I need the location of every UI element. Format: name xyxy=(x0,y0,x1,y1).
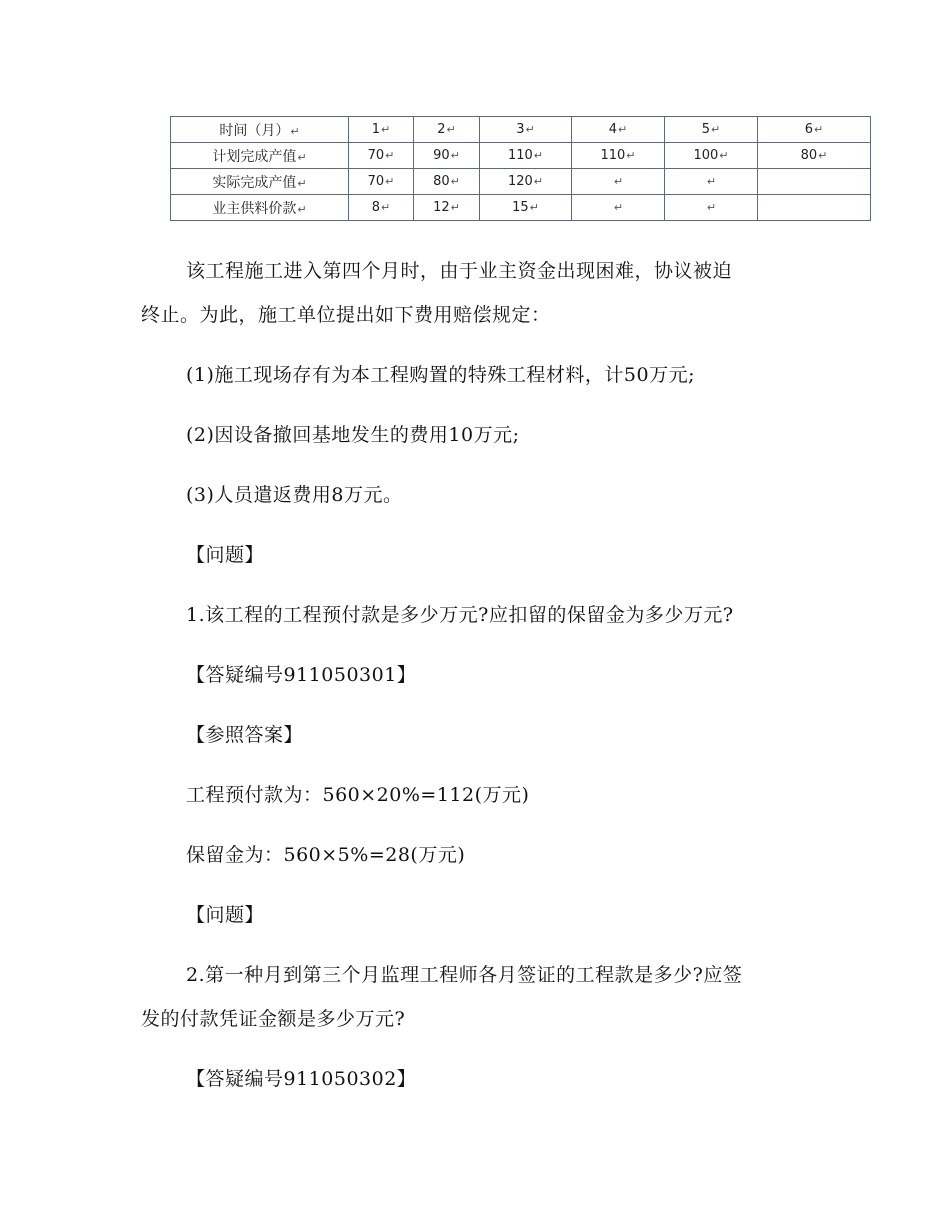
claim-item-3: (3)人员遣返费用8万元。 xyxy=(186,484,403,506)
table-cell xyxy=(758,195,871,221)
question-2-line-2: 发的付款凭证金额是多少万元? xyxy=(141,1008,406,1030)
paragraph-mark-icon: ↵ xyxy=(297,176,307,190)
paragraph-mark-icon: ↵ xyxy=(450,149,460,162)
table-cell-text: 80 xyxy=(800,148,818,163)
paragraph-mark-icon: ↵ xyxy=(706,175,717,188)
claim-item-1: (1)施工现场存有为本工程购置的特殊工程材料，计50万元; xyxy=(186,364,695,386)
table-cell xyxy=(665,195,758,221)
table-cell xyxy=(665,169,758,195)
table-cell-text: 90 xyxy=(433,148,450,163)
paragraph-mark-icon: ↵ xyxy=(618,123,628,136)
table-cell-text: 1 xyxy=(371,122,381,137)
table-cell xyxy=(572,117,665,143)
paragraph-mark-icon: ↵ xyxy=(818,149,828,162)
table-row-label xyxy=(171,195,349,221)
paragraph-mark-icon: ↵ xyxy=(533,175,544,188)
table-cell xyxy=(480,117,572,143)
paragraph-mark-icon: ↵ xyxy=(450,201,460,214)
paragraph-mark-icon: ↵ xyxy=(290,124,300,138)
question-header-2: 【问题】 xyxy=(186,904,265,926)
paragraph-mark-icon: ↵ xyxy=(297,202,307,216)
table-cell xyxy=(349,117,414,143)
paragraph-mark-icon: ↵ xyxy=(525,123,535,136)
paragraph-mark-icon: ↵ xyxy=(533,149,544,162)
table-cell xyxy=(572,169,665,195)
table-cell-text: 计划完成产值 xyxy=(212,148,297,165)
table-cell xyxy=(414,195,480,221)
table-cell-text: 时间（月） xyxy=(219,122,290,139)
qa-number-2: 【答疑编号911050302】 xyxy=(186,1068,417,1090)
table-cell xyxy=(480,169,572,195)
table-cell xyxy=(665,143,758,169)
paragraph-mark-icon: ↵ xyxy=(385,149,395,162)
paragraph-mark-icon: ↵ xyxy=(706,201,717,214)
table-cell xyxy=(480,143,572,169)
table-cell xyxy=(349,169,414,195)
table-row-label xyxy=(171,169,349,195)
table-row-label xyxy=(171,143,349,169)
paragraph-mark-icon: ↵ xyxy=(450,175,460,188)
paragraph-mark-icon: ↵ xyxy=(711,123,721,136)
table-header-row xyxy=(171,117,871,143)
table-cell xyxy=(758,117,871,143)
table-cell-text: 110 xyxy=(507,148,533,163)
table-row-label xyxy=(171,117,349,143)
table-cell xyxy=(349,143,414,169)
paragraph-mark-icon: ↵ xyxy=(385,175,395,188)
schedule-table-wrapper xyxy=(170,116,828,223)
paragraph-mark-icon: ↵ xyxy=(719,149,729,162)
schedule-table-body xyxy=(171,117,871,221)
table-cell xyxy=(665,117,758,143)
table-row xyxy=(171,169,871,195)
table-cell-text: 70 xyxy=(367,174,385,189)
table-row xyxy=(171,195,871,221)
table-cell xyxy=(414,169,480,195)
table-cell-text: 4 xyxy=(608,122,618,137)
intro-paragraph-line-1: 该工程施工进入第四个月时，由于业主资金出现困难，协议被迫 xyxy=(186,260,733,282)
paragraph-mark-icon: ↵ xyxy=(297,150,307,164)
table-cell-text: 3 xyxy=(516,122,525,137)
paragraph-mark-icon: ↵ xyxy=(613,201,624,214)
table-cell xyxy=(572,143,665,169)
qa-number-1: 【答疑编号911050301】 xyxy=(186,664,417,686)
paragraph-mark-icon: ↵ xyxy=(381,123,391,136)
table-cell-text: 15 xyxy=(512,200,529,215)
table-cell-text: 2 xyxy=(437,122,446,137)
intro-paragraph-line-2: 终止。为此，施工单位提出如下费用赔偿规定： xyxy=(141,304,551,326)
table-cell xyxy=(349,195,414,221)
table-cell xyxy=(414,117,480,143)
question-header-1: 【问题】 xyxy=(186,544,265,566)
answer-line-2: 保留金为：560×5%=28(万元) xyxy=(186,844,466,866)
table-cell-text: 100 xyxy=(693,148,719,163)
table-cell xyxy=(414,143,480,169)
answer-header: 【参照答案】 xyxy=(186,724,304,746)
table-cell-text: 12 xyxy=(433,200,450,215)
paragraph-mark-icon: ↵ xyxy=(814,123,824,136)
schedule-table xyxy=(170,116,871,221)
claim-item-2: (2)因设备撤回基地发生的费用10万元; xyxy=(186,424,520,446)
table-cell-text: 业主供料价款 xyxy=(212,200,297,217)
answer-line-1: 工程预付款为：560×20%=112(万元) xyxy=(186,784,530,806)
table-cell-text: 8 xyxy=(371,200,381,215)
table-cell-text: 80 xyxy=(433,174,450,189)
table-cell-text: 120 xyxy=(507,174,533,189)
paragraph-mark-icon: ↵ xyxy=(613,175,624,188)
paragraph-mark-icon: ↵ xyxy=(381,201,391,214)
table-cell-text: 6 xyxy=(804,122,814,137)
paragraph-mark-icon: ↵ xyxy=(446,123,456,136)
table-cell xyxy=(572,195,665,221)
paragraph-mark-icon: ↵ xyxy=(529,201,539,214)
question-1: 1.该工程的工程预付款是多少万元?应扣留的保留金为多少万元? xyxy=(186,604,734,626)
table-cell-text: 110 xyxy=(600,148,626,163)
table-cell xyxy=(758,143,871,169)
table-cell xyxy=(480,195,572,221)
question-2-line-1: 2.第一种月到第三个月监理工程师各月签证的工程款是多少?应签 xyxy=(186,964,743,986)
paragraph-mark-icon: ↵ xyxy=(626,149,636,162)
table-cell xyxy=(758,169,871,195)
table-cell-text: 70 xyxy=(367,148,385,163)
table-cell-text: 实际完成产值 xyxy=(212,174,297,191)
table-row xyxy=(171,143,871,169)
table-cell-text: 5 xyxy=(701,122,711,137)
